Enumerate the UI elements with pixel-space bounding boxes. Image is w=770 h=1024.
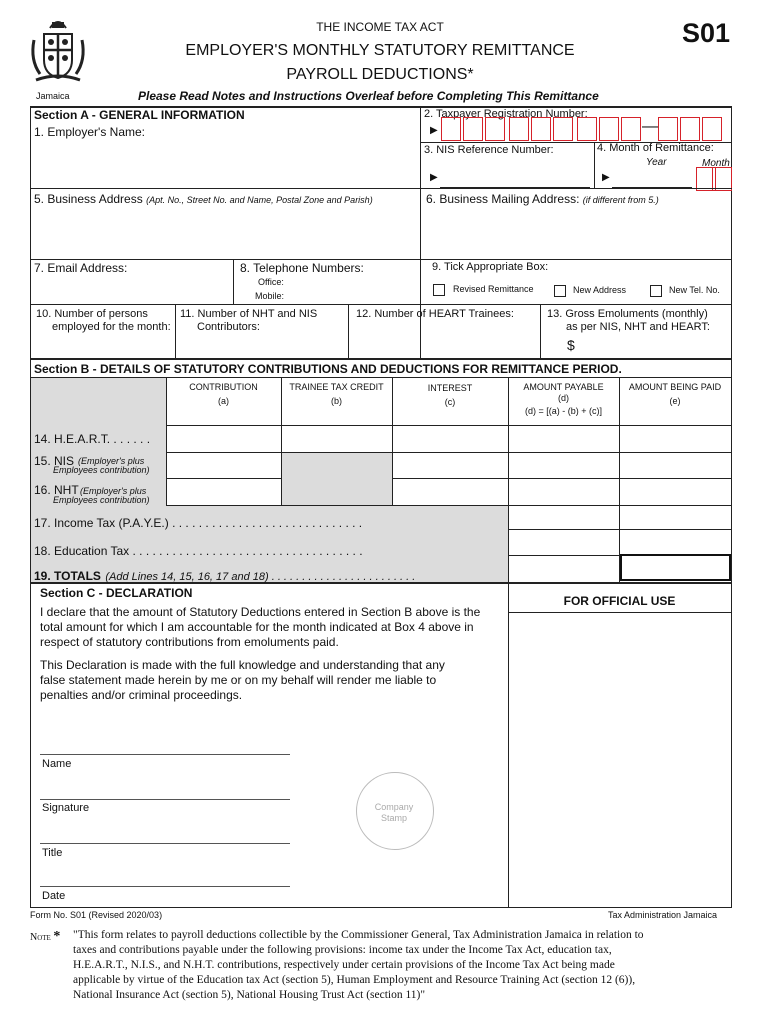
form-code: S01 (682, 18, 731, 48)
row-income-tax-label: 17. Income Tax (P.A.Y.E.) . . . . . . . . . . . . . . . . . . . . . . . . . . . . . (34, 516, 363, 530)
section-b-heading: Section B - DETAILS OF STATUTORY CONTRIBUTIONS AND DEDUCTIONS FOR REMITTANCE PERIOD. (34, 362, 622, 376)
telephone-label: 8. Telephone Numbers: (240, 261, 364, 275)
nis-arrow-icon: ▶ (430, 172, 438, 183)
instruction-line: Please Read Notes and Instructions Overleaf before Completing This Remittance (138, 89, 599, 103)
col-interest-label: INTEREST (427, 383, 473, 393)
business-address-label (34, 192, 373, 206)
trn-dash: — (642, 118, 658, 135)
persons-label-1: 10. Number of persons (36, 308, 148, 320)
row-education-tax-label: 18. Education Tax . . . . . . . . . . . . . . . . . . . . . . . . . . . . . . . . . . . (34, 544, 363, 558)
mailing-address-label (426, 192, 659, 206)
agency-name: Tax Administration Jamaica (608, 910, 718, 920)
note-line-5: National Insurance Act (section 5), National Housing Trust Act (section 11)" (73, 989, 426, 1001)
col-amount-payable-formula: (d) = [(a) - (b) + (c)] (524, 406, 602, 416)
trn-box-4[interactable] (509, 117, 529, 141)
totals-paid-box[interactable] (620, 554, 731, 581)
trn-box-7[interactable] (577, 117, 597, 141)
row-nis-sub2: Employees contribution) (53, 465, 150, 475)
mailing-address-hint: (if different from 5.) (582, 195, 659, 205)
trn-box-11[interactable] (680, 117, 700, 141)
declaration-p2-l3: penalties and/or criminal proceedings. (40, 688, 243, 702)
col-trainee-credit-sub: (b) (331, 396, 342, 406)
form-title-line2: PAYROLL DEDUCTIONS* (286, 66, 474, 83)
stamp-label-1: Company (374, 802, 414, 812)
trn-box-2[interactable] (463, 117, 483, 141)
official-use-label: FOR OFFICIAL USE (563, 594, 676, 608)
tick-box-label: 9. Tick Appropriate Box: (432, 261, 549, 273)
trn-box-12[interactable] (702, 117, 722, 141)
trn-box-8[interactable] (599, 117, 619, 141)
form-title-line1: EMPLOYER'S MONTHLY STATUTORY REMITTANCE (185, 42, 575, 59)
nht-nis-label-2: Contributors: (197, 321, 260, 333)
row-nht-sub1: (Employer's plus (80, 486, 147, 496)
note-line-3: H.E.A.R.T., N.I.S., and N.H.T. contributions, respectively under certain provisions of the Income Tax Act being made (73, 959, 615, 971)
row-nht-sub2: Employees contribution) (53, 495, 150, 505)
act-title: THE INCOME TAX ACT (316, 20, 444, 34)
email-label: 7. Email Address: (34, 261, 128, 275)
row-totals-label (34, 567, 415, 585)
declaration-p1-l1: I declare that the amount of Statutory Deductions entered in Section B above is the (40, 605, 481, 619)
office-label: Office: (258, 277, 284, 287)
col-amount-paid-sub: (e) (669, 396, 681, 406)
business-address-text: 5. Business Address (34, 192, 143, 206)
year-label: Year (646, 157, 667, 168)
declaration-p1-l3: respect of statutory contributions from emoluments paid. (40, 635, 339, 649)
declaration-p2-l2: false statement made herein by me or on my behalf will render me liable to (40, 673, 437, 687)
section-c-heading: Section C - DECLARATION (40, 586, 193, 600)
business-address-hint: (Apt. No., Street No. and Name, Postal Zone and Parish) (146, 195, 373, 205)
totals-text: 19. TOTALS (34, 569, 101, 583)
col-amount-payable-label: AMOUNT PAYABLE (523, 382, 604, 392)
mailing-address-text: 6. Business Mailing Address: (426, 192, 580, 206)
month-sublabel: Month (702, 158, 730, 169)
date-label: Date (42, 890, 66, 902)
trn-box-10[interactable] (658, 117, 678, 141)
revised-remittance-checkbox[interactable] (433, 284, 445, 296)
trn-label: 2. Taxpayer Registration Number: (424, 108, 588, 120)
new-tel-checkbox[interactable] (650, 285, 662, 297)
month-arrow-icon: ▶ (602, 172, 610, 183)
currency-symbol: $ (567, 337, 575, 353)
trn-arrow-icon: ▶ (430, 125, 438, 136)
month-label: 4. Month of Remittance: (597, 142, 714, 154)
nht-nis-label-1: 11. Number of NHT and NIS (180, 308, 318, 320)
totals-sub: (Add Lines 14, 15, 16, 17 and 18) . . . . . . . . . . . . . . . . . . . . . . . . (105, 571, 416, 583)
col-contribution-sub: (a) (218, 396, 229, 406)
note-label (30, 929, 60, 945)
note-line-4: applicable by virtue of the Education tax Act (section 5), Human Employment and Resource Training Act (section 12 (6)), (73, 974, 636, 986)
row-nis-sub1: (Employer's plus (78, 456, 145, 466)
heart-trainees-label: 12. Number of HEART Trainees: (356, 308, 514, 320)
revised-remittance-label: Revised Remittance (453, 284, 534, 294)
nis-ref-label: 3. NIS Reference Number: (424, 144, 554, 156)
gross-label-2: as per NIS, NHT and HEART: (566, 321, 710, 333)
stamp-label-2: Stamp (380, 813, 407, 823)
note-star: * (53, 929, 61, 944)
col-amount-paid-label: AMOUNT BEING PAID (628, 382, 722, 392)
declaration-p1-l2: total amount for which I am accountable for the month indicated at Box 4 above in (40, 620, 474, 634)
declaration-p2-l1: This Declaration is made with the full knowledge and understanding that any (40, 658, 445, 672)
signature-label: Signature (42, 802, 90, 814)
shade-tax-credit (281, 452, 392, 505)
section-a-heading: Section A - GENERAL INFORMATION (34, 108, 245, 122)
country-label: Jamaica (36, 91, 70, 101)
col-contribution-label: CONTRIBUTION (189, 382, 258, 392)
new-address-label: New Address (573, 285, 627, 295)
trn-box-3[interactable] (485, 117, 505, 141)
gross-label-1: 13. Gross Emoluments (monthly) (547, 308, 708, 320)
row-nis-label: 15. NIS (34, 454, 75, 468)
col-trainee-credit-label: TRAINEE TAX CREDIT (289, 382, 384, 392)
trn-box-9[interactable] (621, 117, 641, 141)
trn-box-1[interactable] (441, 117, 461, 141)
trn-box-6[interactable] (553, 117, 573, 141)
employer-name-label: 1. Employer's Name: (34, 125, 145, 139)
persons-label-2: employed for the month: (52, 321, 171, 333)
col-interest-sub: (c) (444, 397, 456, 407)
form-number: Form No. S01 (Revised 2020/03) (30, 910, 163, 920)
note-word: Note (30, 932, 51, 943)
trn-box-5[interactable] (531, 117, 551, 141)
col-amount-payable-sub: (d) (558, 393, 569, 403)
note-line-2: taxes and contributions payable under the following provisions: income tax under the Income Tax Act, education tax, (73, 944, 612, 956)
note-line-1: "This form relates to payroll deductions collectible by the Commissioner General, Tax Administration Jamaica in relation to (73, 929, 644, 941)
row-nht-label: 16. NHT (34, 483, 79, 497)
new-tel-label: New Tel. No. (669, 285, 720, 295)
row-heart-label: 14. H.E.A.R.T. . . . . . . (34, 432, 151, 446)
name-label: Name (42, 758, 72, 770)
shade-left (31, 378, 166, 426)
new-address-checkbox[interactable] (554, 285, 566, 297)
title-label: Title (42, 847, 63, 859)
mobile-label: Mobile: (255, 291, 285, 301)
